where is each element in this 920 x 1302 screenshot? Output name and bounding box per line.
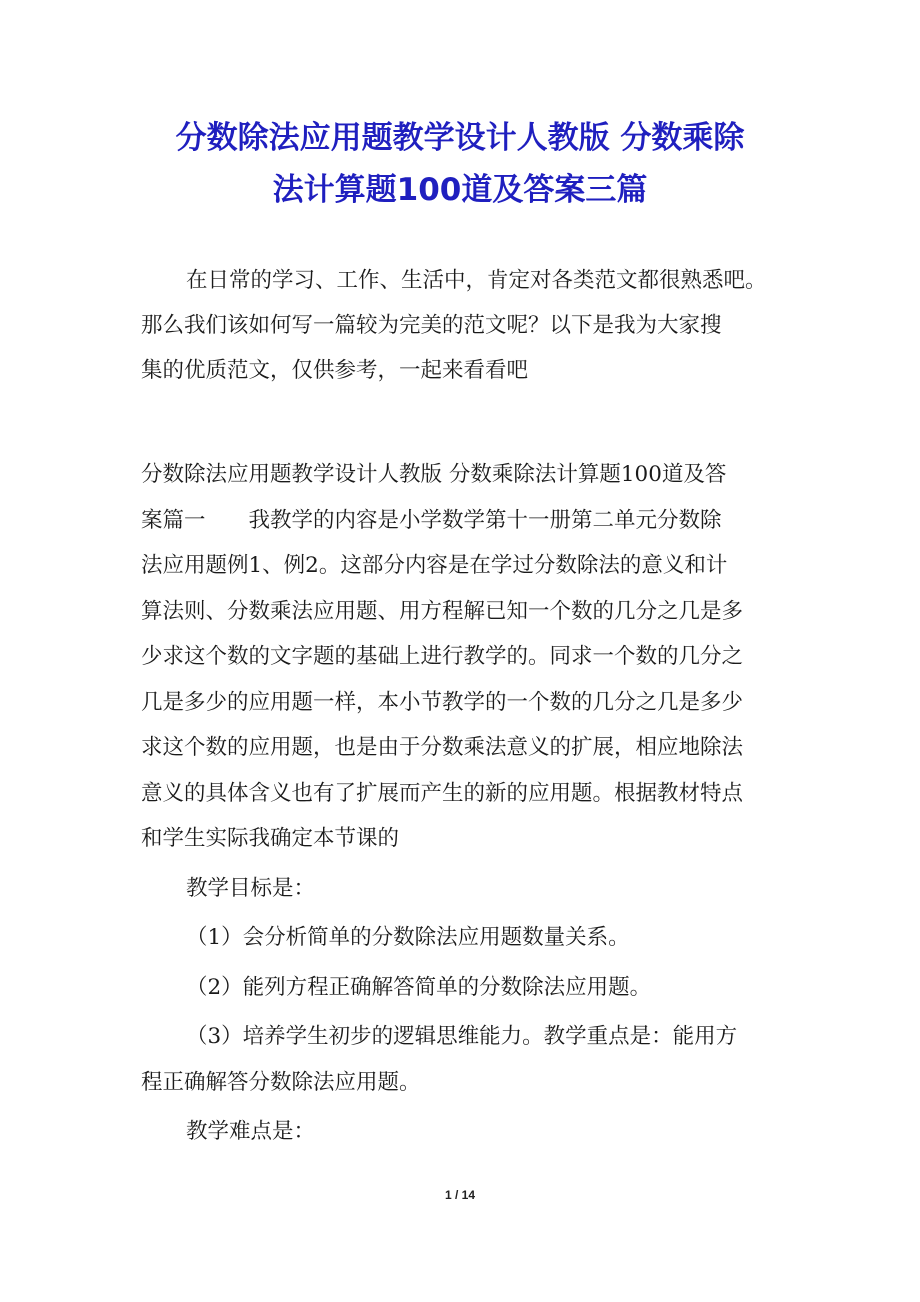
goal-item-2: （2）能列方程正确解答简单的分数除法应用题。 [186, 974, 652, 1000]
body-line: 算法则、分数乘法应用题、用方程解已知一个数的几分之几是多 [141, 598, 744, 624]
intro-line-3: 集的优质范文，仅供参考，一起来看看吧 [141, 358, 529, 383]
goal-item-3-continued: 程正确解答分数除法应用题。 [141, 1069, 421, 1095]
body-line: 分数除法应用题教学设计人教版 分数乘除法计算题100道及答 [141, 462, 727, 487]
title-line-1: 分数除法应用题教学设计人教版 分数乘除 [175, 120, 745, 156]
intro-line-2: 那么我们该如何写一篇较为完美的范文呢？以下是我为大家搜 [141, 313, 722, 338]
body-line: 案篇一 我教学的内容是小学数学第十一册第二单元分数除 [141, 507, 722, 533]
body-line: 法应用题例1、例2。这部分内容是在学过分数除法的意义和计 [141, 553, 728, 578]
body-content [141, 452, 791, 1155]
page-indicator: 1 / 14 [444, 1188, 476, 1202]
body-line: 和学生实际我确定本节课的 [141, 826, 400, 851]
intro-paragraph [141, 258, 791, 393]
intro-line-1: 在日常的学习、工作、生活中，肯定对各类范文都很熟悉吧。 [186, 268, 767, 293]
body-line: 几是多少的应用题一样，本小节教学的一个数的几分之几是多少 [141, 689, 744, 715]
title-line-2: 法计算题100道及答案三篇 [272, 172, 648, 208]
difficulty-heading: 教学难点是： [186, 1119, 316, 1144]
document-title [120, 112, 800, 216]
body-line: 少求这个数的文字题的基础上进行教学的。同求一个数的几分之 [141, 644, 744, 669]
goal-item-1: （1）会分析简单的分数除法应用题数量关系。 [186, 925, 630, 950]
goals-heading: 教学目标是： [186, 875, 316, 901]
goal-item-3: （3）培养学生初步的逻辑思维能力。教学重点是：能用方 [186, 1024, 738, 1049]
body-line: 求这个数的应用题，也是由于分数乘法意义的扩展，相应地除法 [141, 735, 744, 760]
body-line: 意义的具体含义也有了扩展而产生的新的应用题。根据教材特点 [141, 780, 744, 806]
